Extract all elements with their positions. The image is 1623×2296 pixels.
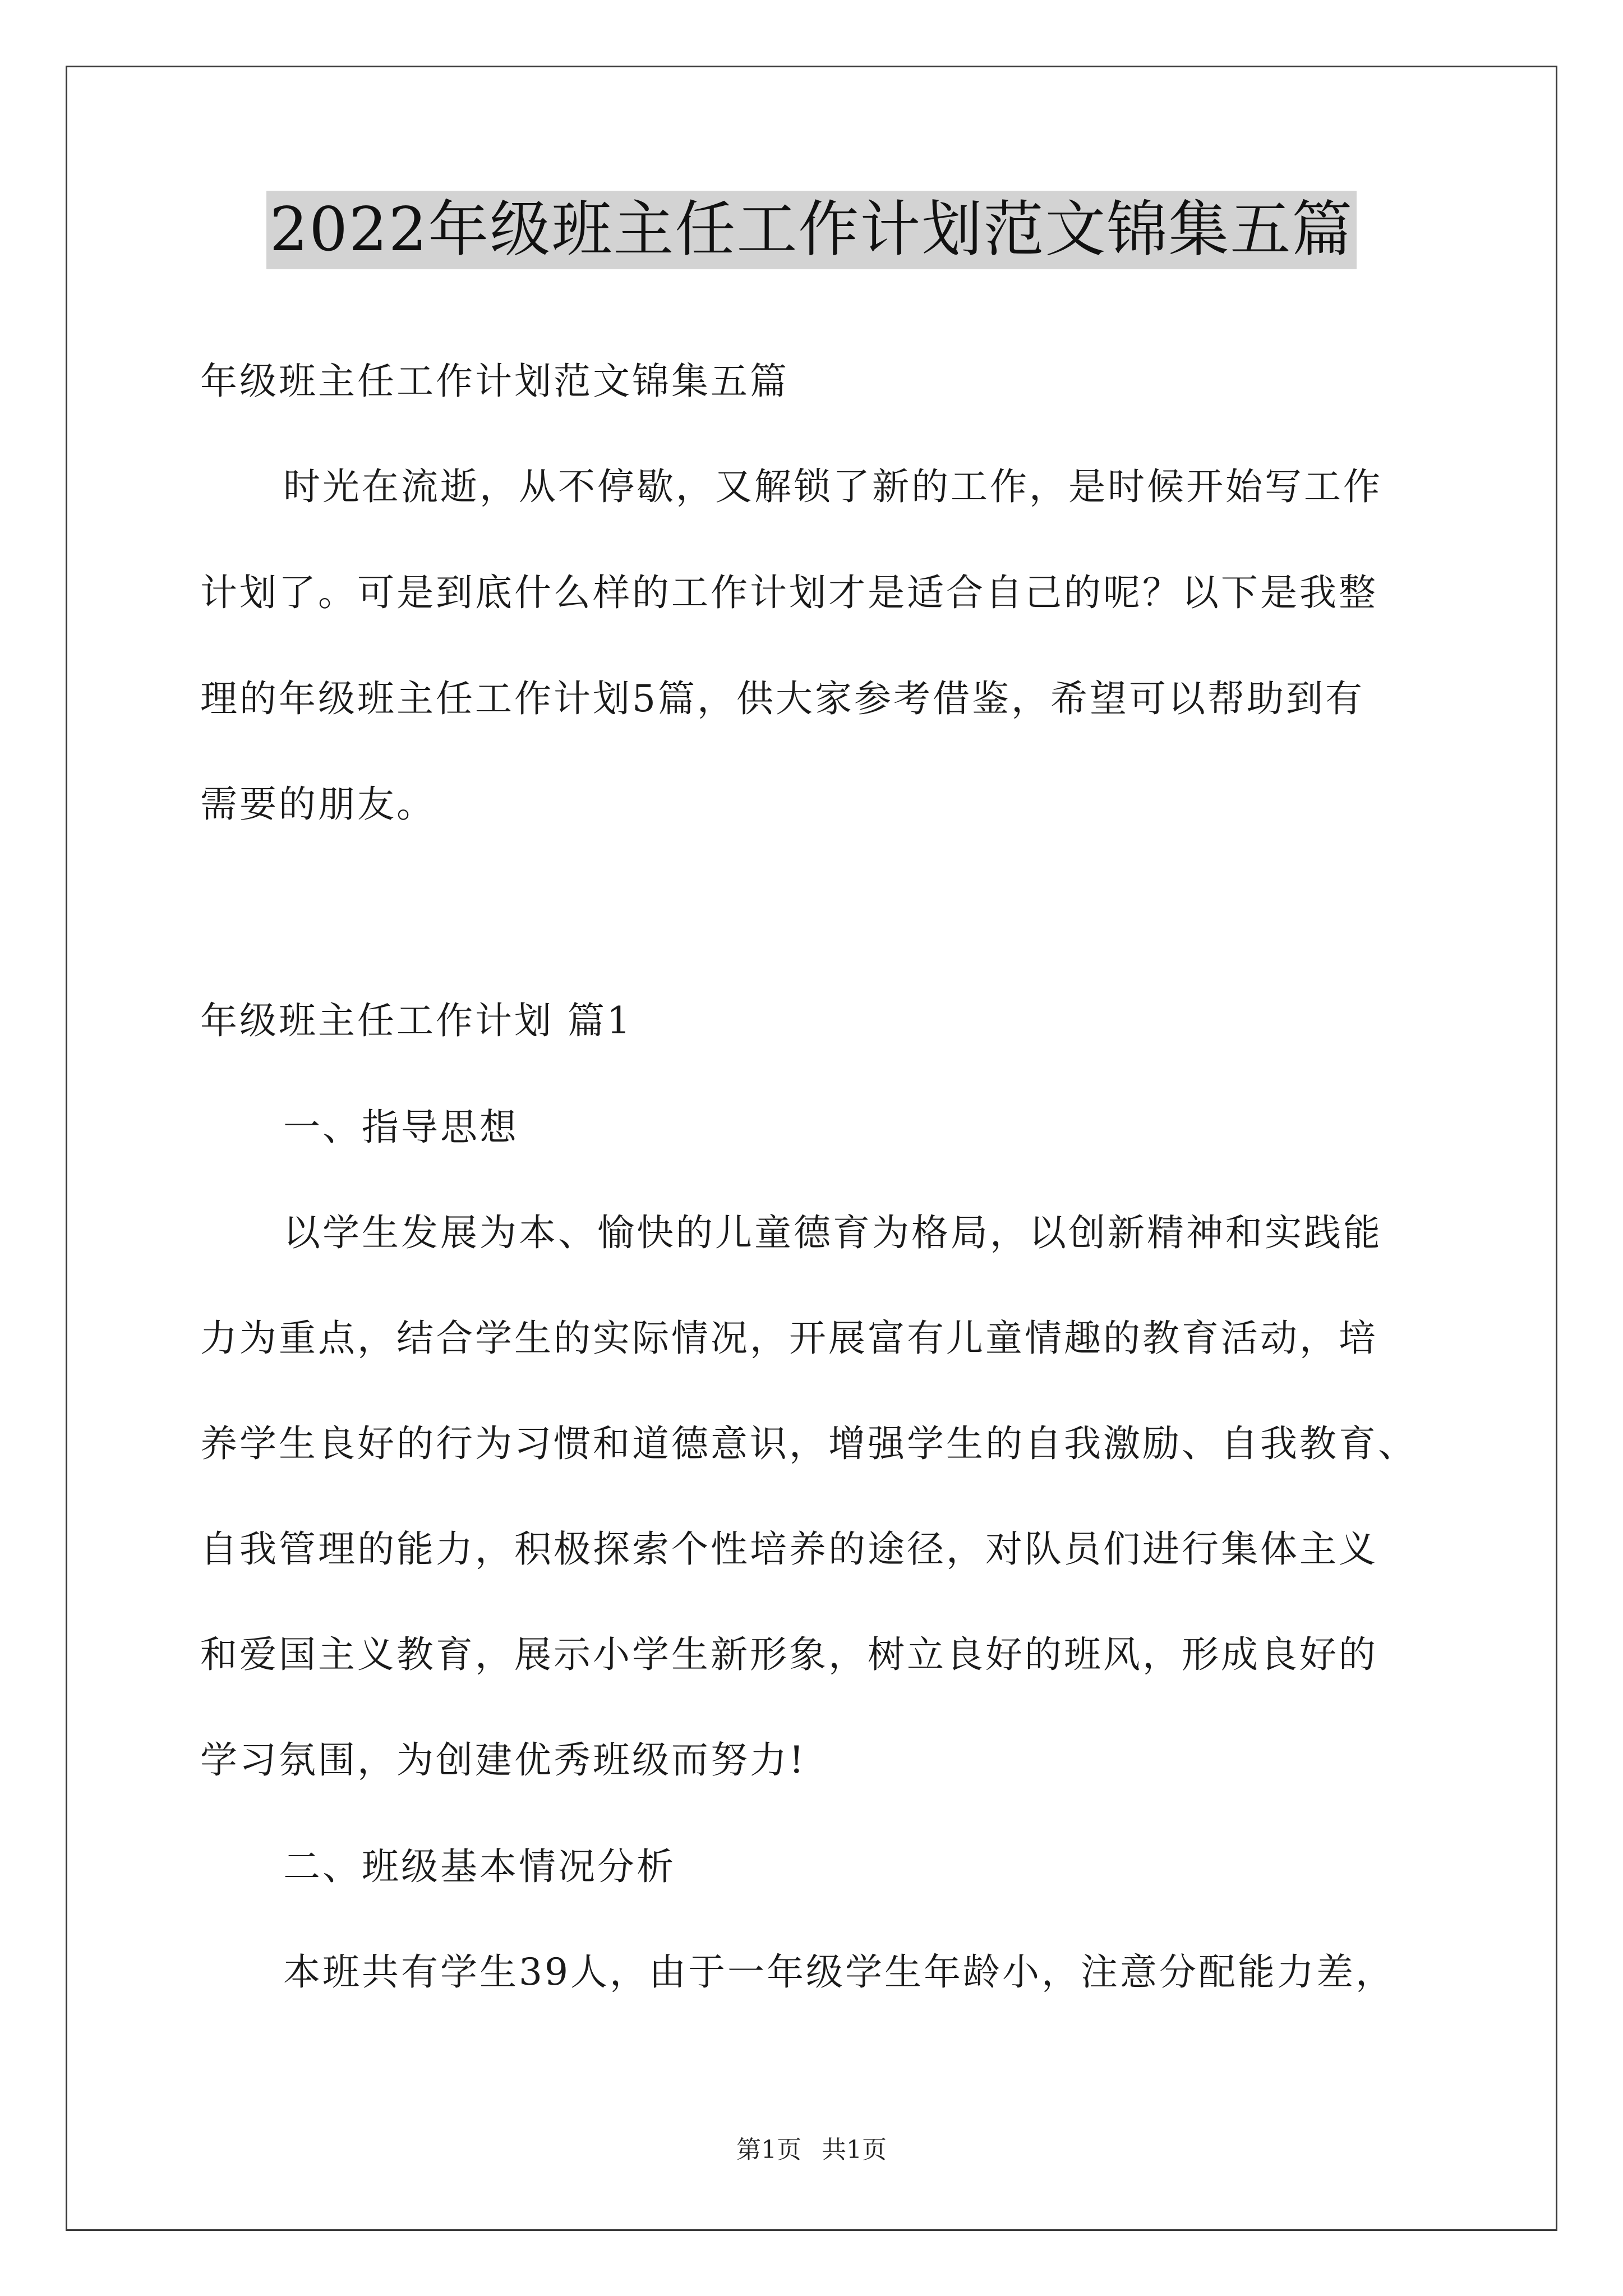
paragraph-1-line-6: 学习氛围，为创建优秀班级而努力! xyxy=(200,1738,806,1782)
intro-line-1: 时光在流逝，从不停歇，又解锁了新的工作，是时候开始写工作 xyxy=(283,465,1382,508)
heading-guiding-ideology: 一、指导思想 xyxy=(283,1106,519,1149)
document-subtitle: 年级班主任工作计划范文锦集五篇 xyxy=(200,360,789,403)
page-number-current: 第1页 xyxy=(736,2136,801,2164)
intro-line-4: 需要的朋友。 xyxy=(200,783,436,826)
section-heading: 年级班主任工作计划 篇1 xyxy=(200,999,633,1042)
paragraph-1-line-1: 以学生发展为本、愉快的儿童德育为格局，以创新精神和实践能 xyxy=(283,1211,1382,1254)
intro-line-2: 计划了。可是到底什么样的工作计划才是适合自己的呢？以下是我整 xyxy=(200,571,1378,614)
paragraph-1-line-4: 自我管理的能力，积极探索个性培养的途径，对队员们进行集体主义 xyxy=(200,1527,1378,1571)
intro-line-3: 理的年级班主任工作计划5篇，供大家参考借鉴，希望可以帮助到有 xyxy=(200,677,1364,720)
paragraph-2-line-1: 本班共有学生39人，由于一年级学生年龄小，注意分配能力差， xyxy=(283,1950,1395,1994)
paragraph-1-line-2: 力为重点，结合学生的实际情况，开展富有儿童情趣的教育活动，培 xyxy=(200,1317,1378,1360)
title-container xyxy=(0,191,1623,269)
page-number-total: 共1页 xyxy=(822,2136,887,2164)
heading-class-analysis: 二、班级基本情况分析 xyxy=(283,1845,676,1888)
document-title: 2022年级班主任工作计划范文锦集五篇 xyxy=(266,191,1357,269)
page-footer xyxy=(0,2134,1623,2166)
paragraph-1-line-5: 和爱国主义教育，展示小学生新形象，树立良好的班风，形成良好的 xyxy=(200,1633,1378,1676)
paragraph-1-line-3: 养学生良好的行为习惯和道德意识，增强学生的自我激励、自我教育、 xyxy=(200,1422,1417,1465)
